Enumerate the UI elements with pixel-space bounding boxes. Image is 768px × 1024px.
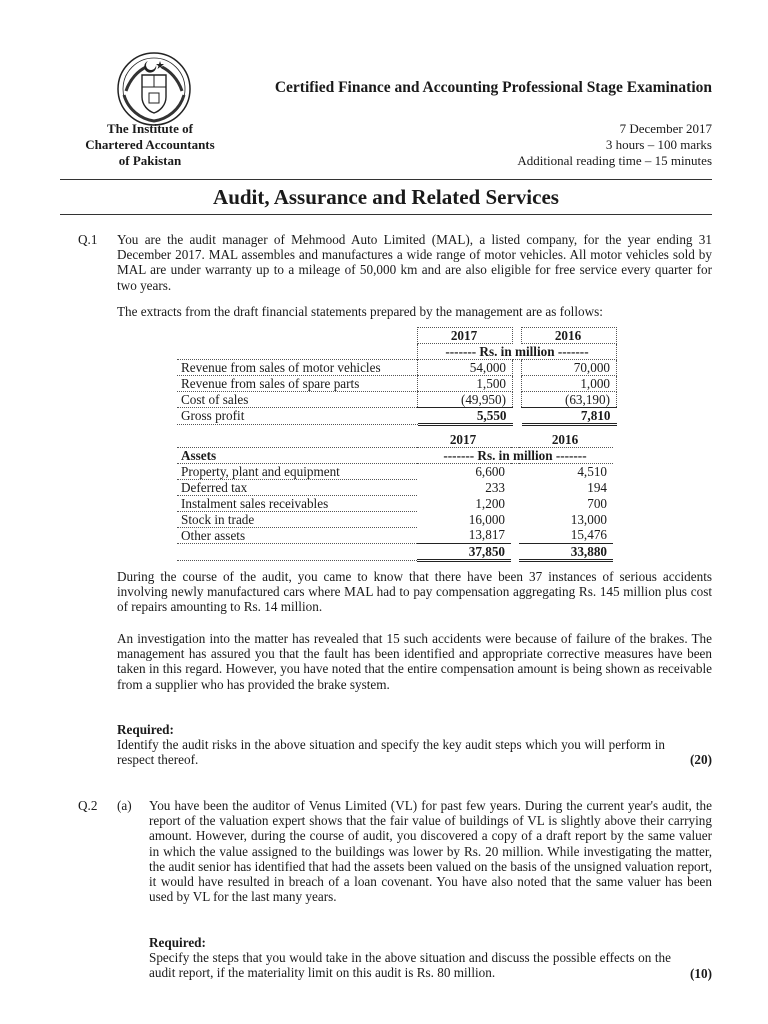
value-2017: 233 [485,479,505,495]
year-header: 2017 [449,431,477,447]
value-2017: (49,950) [418,392,513,408]
exam-meta [420,121,712,169]
row-label: Gross profit [177,408,418,425]
institute-line: The Institute of [107,121,193,136]
row-label: Instalment sales receivables [177,496,417,512]
required-label: Required: [117,722,174,737]
q1-intro [117,232,712,293]
assets-table [177,432,613,562]
value-2016: 700 [587,495,607,511]
value-2017: 1,200 [475,495,505,511]
required-text: Specify the steps that you would take in the above situation and discuss the possible effects on the audit report, if the materiality limit on this audit is Rs. 80 million. [149,950,671,981]
q1-para2-text: During the course of the audit, you came to know that there have been 37 instances of serious accidents involving newly manufactured cars where MAL had to pay compensation aggregating Rs. 145 million plus cost of repairs amounting to Rs. 14 million. [117,569,712,615]
income-statement-table [177,327,617,426]
q1-intro-text: You are the audit manager of Mehmood Auto Limited (MAL), a listed company, for the year ending 31 December 2017. MAL assembles and manufactures a wide range of motor vehicles. All motor vehicles sold by MAL are under warranty up to a mileage of 50,000 km and are also eligible for free service every quarter for two years. [117,232,712,293]
row-label: Revenue from sales of motor vehicles [177,360,418,376]
value-2017: 6,600 [475,463,505,479]
q1-required [117,722,712,768]
institute-line: of Pakistan [118,153,182,168]
unit-label: ------- Rs. in million ------- [417,448,613,464]
value-2017: 13,817 [468,527,505,543]
icap-crest-logo [116,51,192,127]
assets-heading: Assets [177,448,417,464]
q1-extracts-text: The extracts from the draft financial statements prepared by the management are as follows: [117,304,603,319]
q1-extracts-intro [117,304,712,319]
total-2016: 7,810 [522,408,617,425]
table-row [177,464,613,480]
row-label: Stock in trade [177,512,417,528]
value-2016: 15,476 [570,527,607,543]
table-row [177,480,613,496]
required-label: Required: [149,935,206,950]
value-2016: 4,510 [577,463,607,479]
required-text: Identify the audit risks in the above situation and specify the key audit steps which you will perform in respect thereof. [117,737,665,768]
year-header: 2017 [418,328,513,344]
subject-title: Audit, Assurance and Related Services [213,185,559,209]
table-row [177,528,613,544]
value-2016: (63,190) [522,392,617,408]
subject-divider [60,214,712,215]
value-2016: 13,000 [570,511,607,527]
exam-date: 7 December 2017 [619,121,712,136]
table-row [177,376,617,392]
reading-time: Additional reading time – 15 minutes [517,153,712,168]
q1-accidents-paragraph [117,569,712,615]
q2-required [149,935,712,981]
row-label: Property, plant and equipment [177,464,417,480]
q1-investigation-paragraph [117,631,712,692]
table-row [177,512,613,528]
total-2017: 5,550 [418,408,513,425]
value-2017: 16,000 [468,511,505,527]
institute-name [60,121,240,169]
q2-text [149,798,712,904]
total-2017: 37,850 [417,544,511,561]
value-2017: 54,000 [418,360,513,376]
exam-title: Certified Finance and Accounting Professional Stage Examination [274,79,712,96]
year-header: 2016 [522,328,617,344]
institute-line: Chartered Accountants [85,137,215,152]
header-divider [60,179,712,180]
question-number: Q.1 [78,232,98,247]
q2-body-text: You have been the auditor of Venus Limited (VL) for past few years. During the current year's audit, the report of the valuation expert shows that the fair value of buildings of VL is slightly above their carrying amount. However, during the course of audit, you discovered a copy of a draft report by the same valuer in which the value assigned to the buildings was lower by Rs. 20 million. While investigating the matter, the audit senior has identified that had the assets been valued on the basis of the unsigned valuation report, it would have resulted in breach of a loan covenant. You have also noted that the same valuer has been used by VL for the last many years. [149,798,712,905]
row-label: Cost of sales [177,392,418,408]
q1-para3-text: An investigation into the matter has revealed that 15 such accidents were because of failure of the brakes. The management has assured you that the fault has been identified and appropriate corrective measures have been taken in this regard. However, you have noted that the entire compensation amount is being shown as receivable from a supplier who has provided the brake system. [117,631,712,692]
q1-marks: (20) [690,752,712,767]
table-row [177,360,617,376]
question-number: Q.2 [78,798,98,813]
year-header: 2016 [551,431,579,447]
value-2016: 1,000 [522,376,617,392]
row-label: Other assets [177,528,417,544]
total-row [177,544,613,561]
total-row [177,408,617,425]
table-row [177,496,613,512]
q2-marks: (10) [690,966,712,981]
total-2016: 33,880 [519,544,613,561]
value-2017: 1,500 [418,376,513,392]
row-label: Deferred tax [177,480,417,496]
table-row [177,392,617,408]
unit-label: ------- Rs. in million ------- [418,344,617,360]
exam-duration: 3 hours – 100 marks [605,137,712,152]
question-part: (a) [117,798,132,813]
value-2016: 194 [587,479,607,495]
row-label: Revenue from sales of spare parts [177,376,418,392]
value-2016: 70,000 [522,360,617,376]
